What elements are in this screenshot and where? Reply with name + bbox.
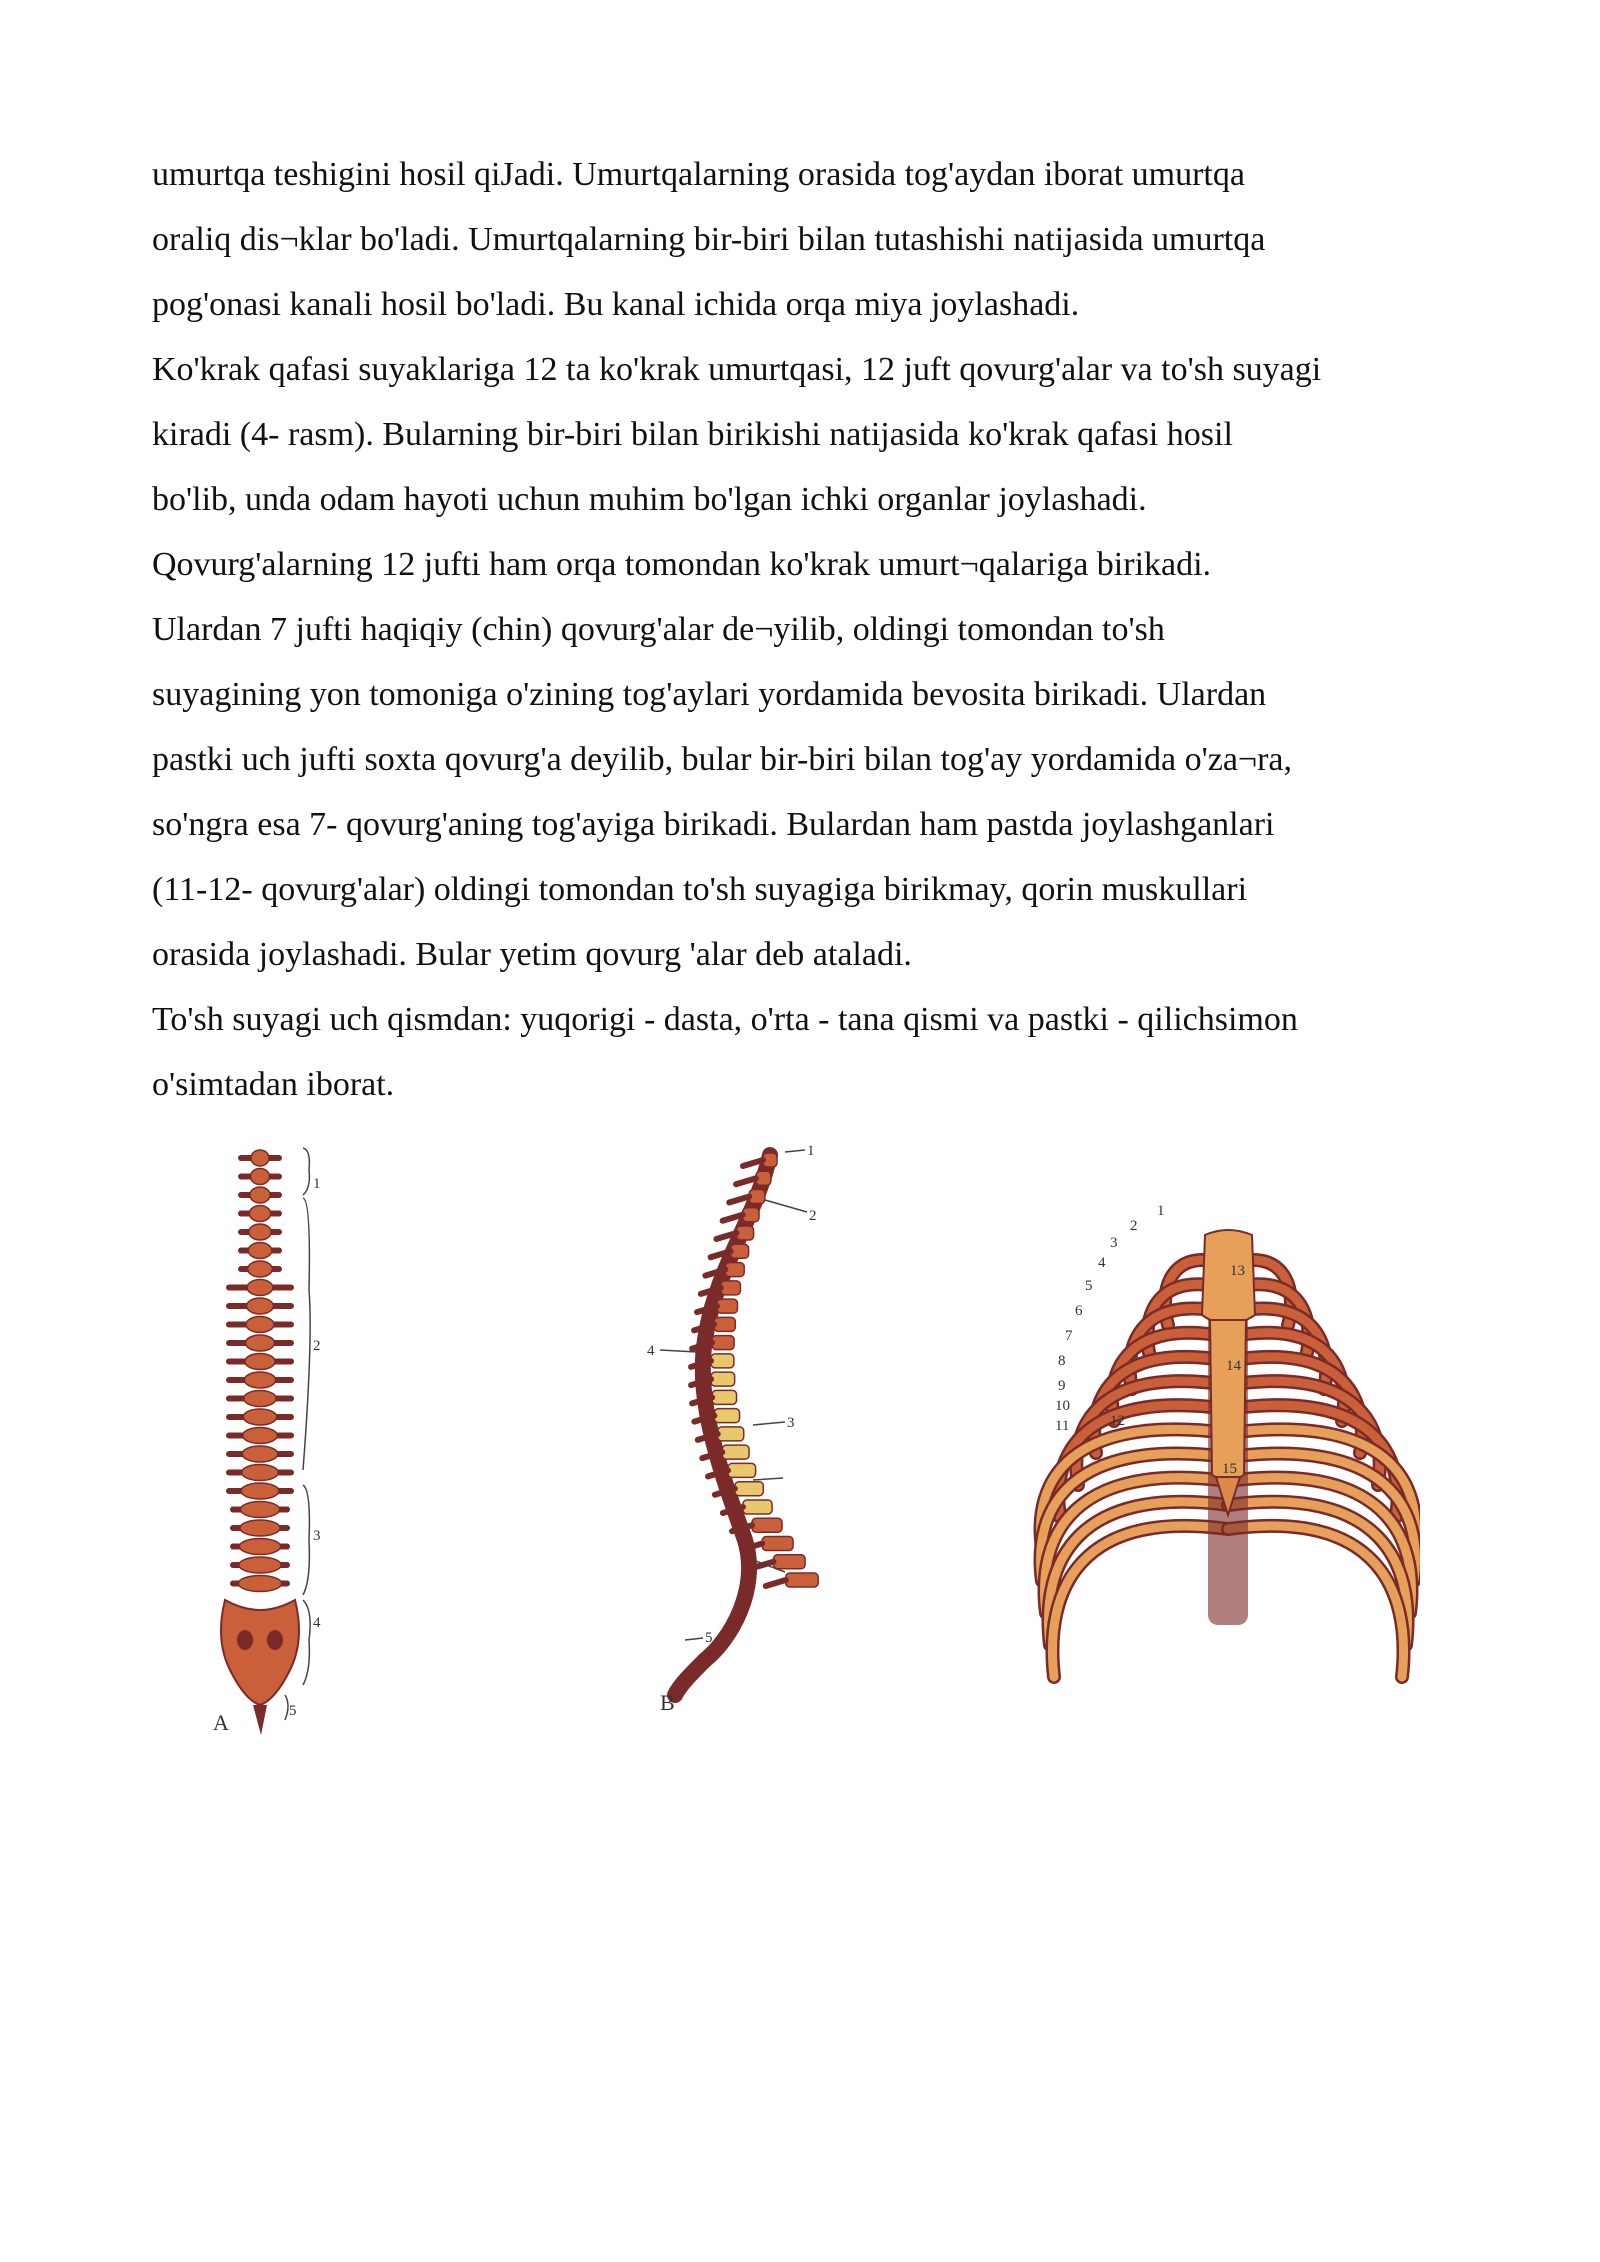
vertebra-body <box>244 1372 275 1388</box>
vertebra-body <box>244 1391 276 1407</box>
vertebra-body <box>241 1483 279 1499</box>
vertebra-body <box>246 1335 275 1351</box>
vertebra-body <box>717 1299 737 1313</box>
label-1: 1 <box>807 1143 815 1159</box>
label-2: 2 <box>313 1338 321 1354</box>
label-4: 4 <box>647 1343 655 1359</box>
text-line: Ko'krak qafasi suyaklariga 12 ta ko'krak umurtqasi, 12 juft qovurg'alar va to'sh suyagi <box>152 351 1322 388</box>
rib-label-10: 10 <box>1055 1398 1070 1414</box>
sacral-foramen <box>237 1630 253 1650</box>
vertebra-body <box>245 1354 275 1370</box>
spine-side-figure <box>635 1140 835 1740</box>
text-line: umurtqa teshigini hosil qiJadi. Umurtqalarning orasida tog'aydan iborat umurtqa <box>152 156 1245 193</box>
text-line: Qovurg'alarning 12 jufti ham orqa tomondan ko'krak umurt¬qalariga birikadi. <box>152 546 1212 583</box>
text-line: pastki uch jufti soxta qovurg'a deyilib, bular bir-biri bilan tog'ay yordamida o'za¬ra, <box>152 741 1293 778</box>
label-4: 4 <box>313 1615 321 1631</box>
rib-cage-figure <box>1030 1195 1420 1695</box>
rib-label-1: 1 <box>1157 1203 1165 1219</box>
vertebra-body <box>242 1446 278 1462</box>
rib-label-3: 3 <box>1110 1235 1118 1251</box>
label-5: 5 <box>289 1703 297 1719</box>
vertebra-body <box>241 1502 280 1518</box>
vertebra-body <box>722 1445 749 1459</box>
vertebra-body <box>238 1576 281 1592</box>
text-line: suyagining yon tomoniga o'zining tog'aylari yordamida bevosita birikadi. Ulardan <box>152 676 1267 713</box>
text-line: o'simtadan iborat. <box>152 1066 395 1103</box>
label-3: 3 <box>787 1415 795 1431</box>
vertebra-body <box>246 1317 274 1333</box>
rib-left <box>1052 1526 1228 1677</box>
vertebra-body <box>762 1536 793 1550</box>
text-line: (11-12- qovurg'alar) oldingi tomondan to'sh suyagiga birikmay, qorin muskullari <box>152 871 1248 908</box>
vertebra-body <box>728 1463 756 1477</box>
rib-right <box>1228 1526 1404 1677</box>
vertebra-body <box>712 1336 734 1350</box>
vertebra-body <box>240 1520 280 1536</box>
vertebra-body <box>735 1482 763 1496</box>
rib-label-7: 7 <box>1065 1328 1073 1344</box>
vertebra-body <box>250 1187 270 1203</box>
vertebra-body <box>712 1390 736 1404</box>
vertebra-body <box>251 1150 269 1166</box>
rib-label-2: 2 <box>1130 1218 1138 1234</box>
label-2: 2 <box>809 1208 817 1224</box>
vertebra-body <box>711 1354 734 1368</box>
vertebra-body <box>249 1224 271 1240</box>
vertebra-body <box>743 1500 772 1514</box>
text-line: so'ngra esa 7- qovurg'aning tog'ayiga birikadi. Bulardan ham pastda joylashganlari <box>152 806 1275 843</box>
text-line: Ulardan 7 jufti haqiqiy (chin) qovurg'alar de¬yilib, oldingi tomondan to'sh <box>152 611 1165 648</box>
vertebra-body <box>786 1573 818 1587</box>
vertebra-body <box>718 1427 744 1441</box>
text-line: pog'onasi kanali hosil bo'ladi. Bu kanal ichida orqa miya joylashadi. <box>152 286 1080 323</box>
body-text <box>152 142 1452 1117</box>
sacral-foramen <box>267 1630 283 1650</box>
rib-label-9: 9 <box>1058 1378 1066 1394</box>
rib-label-4: 4 <box>1098 1255 1106 1271</box>
text-line: kiradi (4- rasm). Bularning bir-biri bilan birikishi natijasida ko'krak qafasi hosil <box>152 416 1233 453</box>
spinous-process <box>736 1178 756 1184</box>
vertebra-body <box>250 1169 269 1185</box>
rib-label-12: 12 <box>1110 1413 1125 1429</box>
vertebra-body <box>247 1280 273 1296</box>
coccyx <box>253 1705 267 1735</box>
vertebra-body <box>243 1428 278 1444</box>
vertebra-body <box>242 1465 279 1481</box>
figure-letter-a: A <box>213 1710 229 1735</box>
rib-label-15: 15 <box>1222 1461 1237 1477</box>
figure-letter-b: B <box>660 1690 675 1715</box>
rib-label-14: 14 <box>1226 1358 1241 1374</box>
spine-front-figure <box>185 1140 335 1750</box>
vertebra-body <box>247 1298 274 1314</box>
vertebra-body <box>714 1409 739 1423</box>
rib-label-11: 11 <box>1055 1418 1070 1434</box>
vertebra-body <box>248 1261 273 1277</box>
vertebra-body <box>249 1206 270 1222</box>
sacrum <box>221 1600 299 1705</box>
vertebra-body <box>239 1557 281 1573</box>
rib-left <box>1052 1526 1228 1677</box>
label-1: 1 <box>313 1176 321 1192</box>
text-line: orasida joylashadi. Bular yetim qovurg 'alar deb ataladi. <box>152 936 912 973</box>
text-line: bo'lib, unda odam hayoti uchun muhim bo'lgan ichki organlar joylashadi. <box>152 481 1147 518</box>
vertebra-body <box>243 1409 276 1425</box>
vertebra-body <box>248 1243 272 1259</box>
label-3: 3 <box>313 1528 321 1544</box>
spinous-process <box>766 1580 786 1586</box>
vertebra-body <box>774 1555 806 1569</box>
text-line: To'sh suyagi uch qismdan: yuqorigi - dasta, o'rta - tana qismi va pastki - qilichsimon <box>152 1001 1298 1038</box>
label-5: 5 <box>705 1630 713 1646</box>
vertebra-body <box>752 1518 782 1532</box>
rib-right <box>1228 1526 1404 1677</box>
rib-label-6: 6 <box>1075 1303 1083 1319</box>
vertebra-body <box>239 1539 280 1555</box>
rib-label-5: 5 <box>1085 1278 1093 1294</box>
vertebra-body <box>711 1372 735 1386</box>
vertebra-body <box>714 1317 735 1331</box>
rib-label-8: 8 <box>1058 1353 1066 1369</box>
text-line: oraliq dis¬klar bo'ladi. Umurtqalarning bir-biri bilan tutashishi natijasida umurtqa <box>152 221 1266 258</box>
rib-label-13: 13 <box>1230 1263 1245 1279</box>
